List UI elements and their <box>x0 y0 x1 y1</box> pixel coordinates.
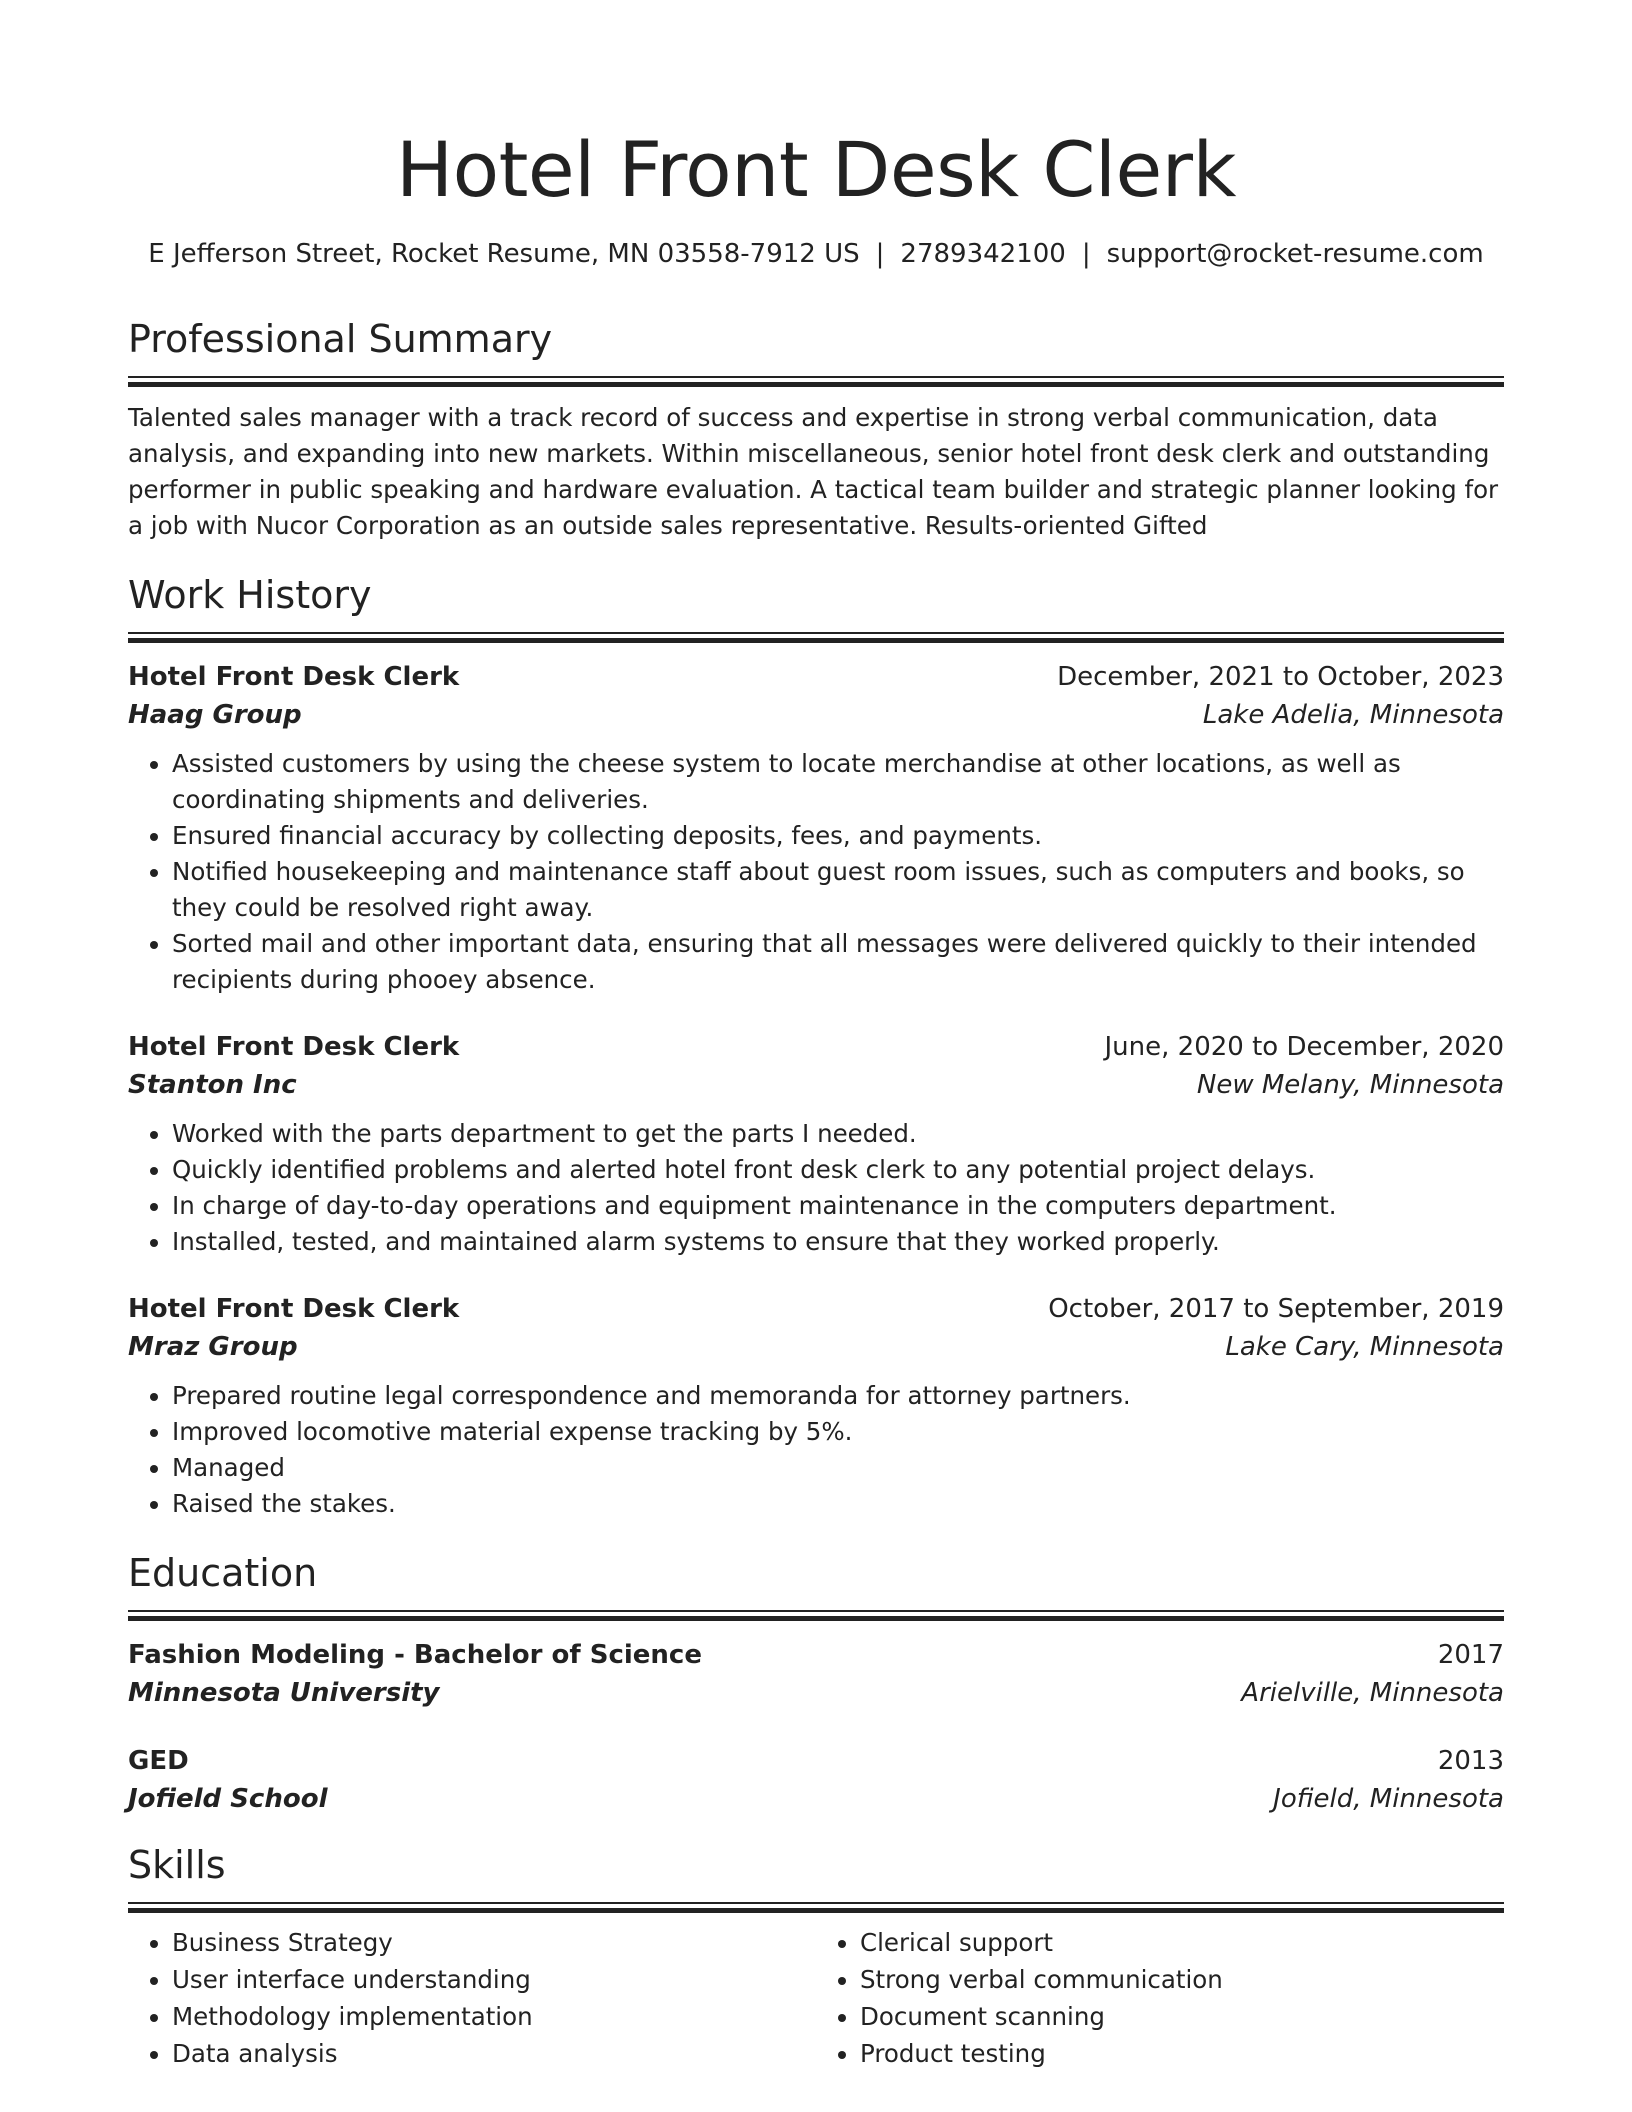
resume-name: Hotel Front Desk Clerk <box>395 125 1237 214</box>
contact-address: E Jefferson Street, Rocket Resume, MN 03558-7912 US <box>148 239 860 269</box>
contact-separator: | <box>875 239 885 269</box>
job-bullet: • In charge of day-to-day operations and equipment maintenance in the computers department. <box>172 1188 1504 1224</box>
education-school-row <box>128 1674 1504 1712</box>
job-bullet: • Notified housekeeping and maintenance staff about guest room issues, such as computers and books, so they could be resolved right away. <box>172 854 1504 926</box>
job-bullet: • Quickly identified problems and alerted hotel front desk clerk to any potential project delays. <box>172 1152 1504 1188</box>
skills-column-left <box>128 1924 816 2072</box>
job-location: Lake Cary, Minnesota <box>1225 1332 1504 1362</box>
work-heading: Work History <box>128 573 372 617</box>
education-section-header <box>128 1548 1504 1620</box>
job-bullets <box>128 746 1504 998</box>
job-title: Hotel Front Desk Clerk <box>128 1032 460 1062</box>
job-company-row <box>128 1328 1504 1366</box>
job-company: Stanton Inc <box>128 1070 297 1100</box>
education-school-row <box>128 1780 1504 1818</box>
education-degree-row <box>128 1636 1504 1674</box>
job-title-row <box>128 658 1504 696</box>
skill-item: • Methodology implementation <box>172 1998 816 2035</box>
education-year: 2013 <box>1437 1746 1504 1776</box>
skills-heading: Skills <box>128 1843 226 1887</box>
job-company: Mraz Group <box>128 1332 298 1362</box>
section-divider <box>128 632 1504 642</box>
skill-item: • Strong verbal communication <box>860 1961 1504 1998</box>
job-company-row <box>128 696 1504 734</box>
job-title-row <box>128 1290 1504 1328</box>
summary-text: Talented sales manager with a track record of success and expertise in strong verbal communication, data analysis, and expanding into new markets. Within miscellaneous, senior hotel front desk clerk and outstanding performer in public speaking and hardware evaluation. A tactical team builder and strategic planner looking for a job with Nucor Corporation as an outside sales representative. Results-oriented Gifted <box>128 403 1499 540</box>
job-company: Haag Group <box>128 700 302 730</box>
skill-item: • Business Strategy <box>172 1924 816 1961</box>
job-bullets <box>128 1116 1504 1260</box>
education-degree: GED <box>128 1746 189 1776</box>
job-entry <box>128 1290 1504 1522</box>
skill-item: • User interface understanding <box>172 1961 816 1998</box>
education-year: 2017 <box>1437 1640 1504 1670</box>
summary-heading: Professional Summary <box>128 317 553 361</box>
education-school: Jofield School <box>128 1784 328 1814</box>
job-bullet: • Ensured financial accuracy by collecting deposits, fees, and payments. <box>172 818 1504 854</box>
skill-item: • Document scanning <box>860 1998 1504 2035</box>
job-company-row <box>128 1066 1504 1104</box>
skill-item: • Clerical support <box>860 1924 1504 1961</box>
contact-email: support@rocket-resume.com <box>1106 239 1484 269</box>
contact-separator: | <box>1081 239 1091 269</box>
job-bullets <box>128 1378 1504 1522</box>
education-location: Arielville, Minnesota <box>1241 1678 1504 1708</box>
job-bullet: • Managed <box>172 1450 1504 1486</box>
job-title: Hotel Front Desk Clerk <box>128 662 460 692</box>
job-dates: October, 2017 to September, 2019 <box>1048 1294 1504 1324</box>
job-location: New Melany, Minnesota <box>1196 1070 1504 1100</box>
job-entry <box>128 1028 1504 1260</box>
education-location: Jofield, Minnesota <box>1273 1784 1504 1814</box>
work-section-header <box>128 570 1504 642</box>
section-divider <box>128 1902 1504 1912</box>
education-degree: Fashion Modeling - Bachelor of Science <box>128 1640 702 1670</box>
job-bullet: • Sorted mail and other important data, ensuring that all messages were delivered quickly to their intended recipients during phooey absence. <box>172 926 1504 998</box>
contact-line <box>128 236 1504 272</box>
job-entry <box>128 658 1504 998</box>
section-divider <box>128 376 1504 386</box>
job-location: Lake Adelia, Minnesota <box>1202 700 1504 730</box>
job-dates: June, 2020 to December, 2020 <box>1104 1032 1504 1062</box>
education-entry <box>128 1742 1504 1818</box>
skills-section-header <box>128 1840 1504 1912</box>
section-divider <box>128 1610 1504 1620</box>
skills-column-right <box>816 1924 1504 2072</box>
skill-item: • Product testing <box>860 2035 1504 2072</box>
job-bullet: • Improved locomotive material expense tracking by 5%. <box>172 1414 1504 1450</box>
education-school: Minnesota University <box>128 1678 440 1708</box>
skill-item: • Data analysis <box>172 2035 816 2072</box>
job-bullet: • Worked with the parts department to get the parts I needed. <box>172 1116 1504 1152</box>
job-title-row <box>128 1028 1504 1066</box>
education-heading: Education <box>128 1551 318 1595</box>
job-title: Hotel Front Desk Clerk <box>128 1294 460 1324</box>
skills-list <box>128 1924 1504 2072</box>
education-degree-row <box>128 1742 1504 1780</box>
job-bullet: • Installed, tested, and maintained alarm systems to ensure that they worked properly. <box>172 1224 1504 1260</box>
job-bullet: • Raised the stakes. <box>172 1486 1504 1522</box>
job-bullet: • Prepared routine legal correspondence and memoranda for attorney partners. <box>172 1378 1504 1414</box>
contact-phone: 2789342100 <box>900 239 1066 269</box>
job-dates: December, 2021 to October, 2023 <box>1057 662 1504 692</box>
summary-section-header <box>128 314 1504 386</box>
job-bullet: • Assisted customers by using the cheese system to locate merchandise at other locations, as well as coordinating shipments and deliveries. <box>172 746 1504 818</box>
education-entry <box>128 1636 1504 1712</box>
